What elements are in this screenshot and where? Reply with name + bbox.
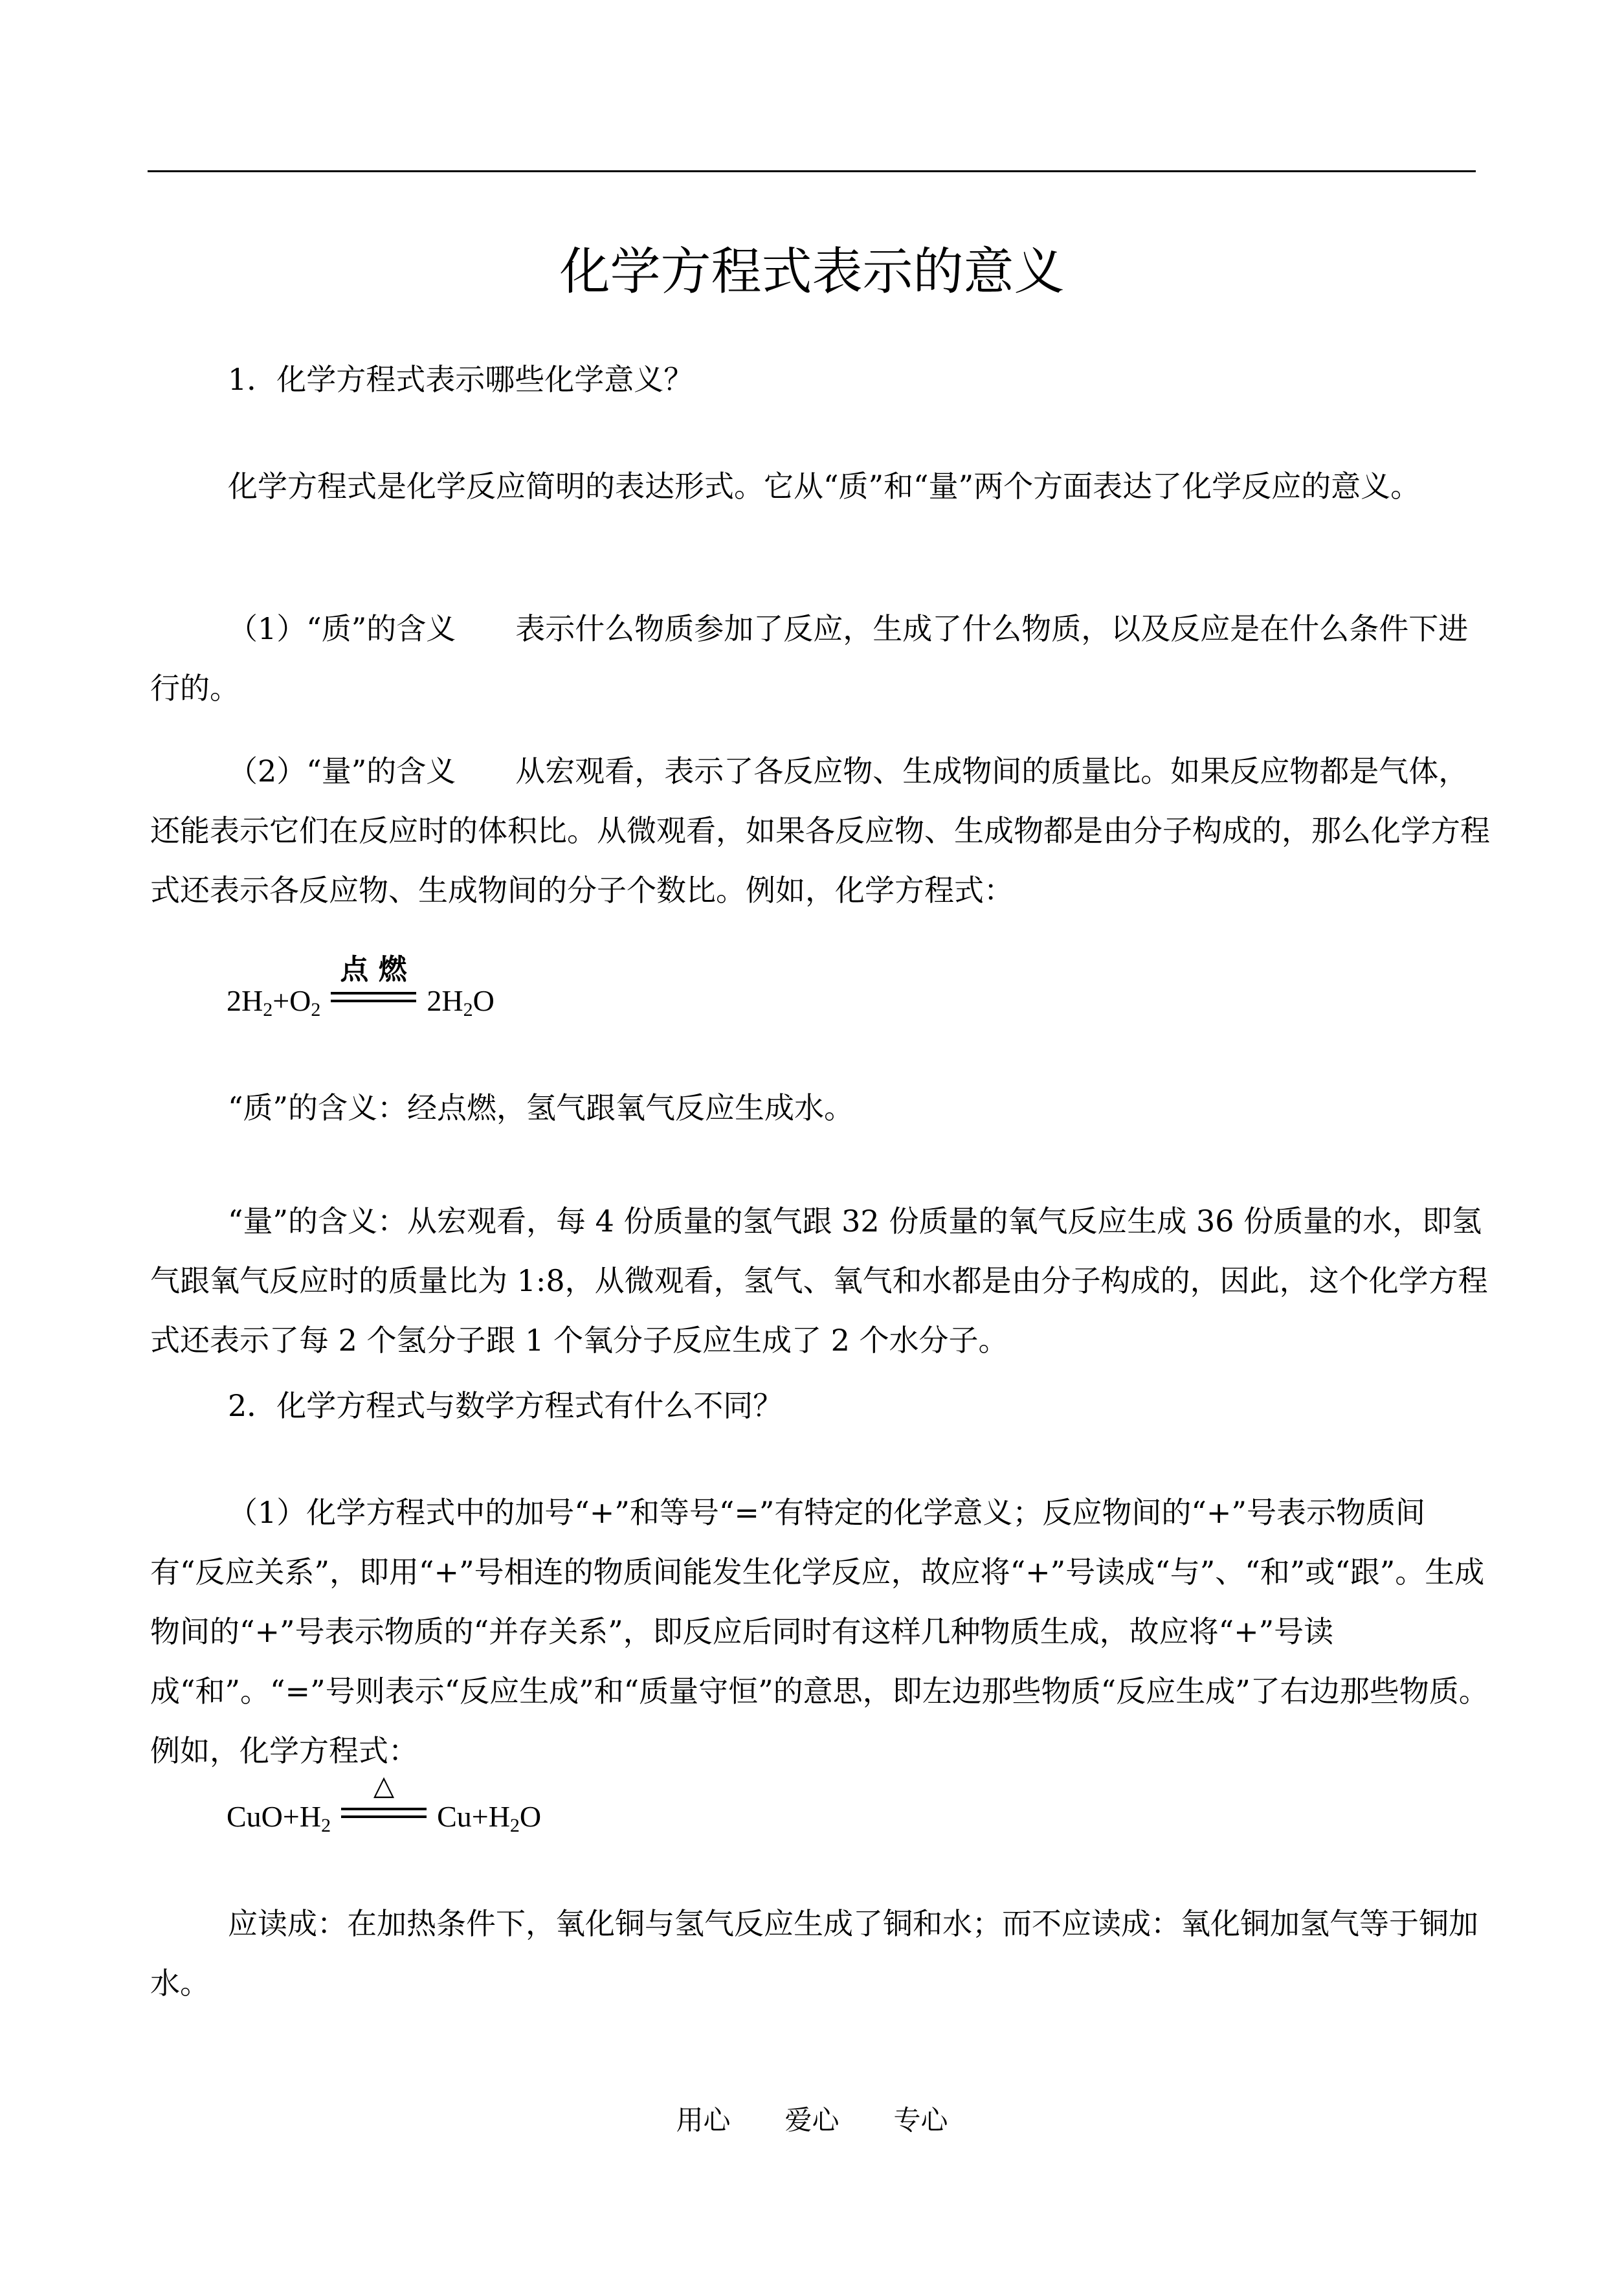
page-footer: 用心 爱心 专心 bbox=[676, 2104, 948, 2136]
eq1-condition: 点 燃 bbox=[340, 953, 408, 986]
top-rule bbox=[148, 170, 1476, 172]
quality-example: “质”的含义：经点燃，氢气跟氧气反应生成水。 bbox=[228, 1090, 854, 1125]
question-1: 1．化学方程式表示哪些化学意义？ bbox=[228, 362, 694, 397]
eq2-rhs: $Cu+H_2O$ bbox=[437, 1800, 542, 1836]
equation-copper-oxide-reduction bbox=[227, 1748, 541, 1845]
reading-paragraph: 应读成：在加热条件下，氧化铜与氢气反应生成了铜和水；而不应读成：氧化铜加氢气等于铜加水。 bbox=[150, 1906, 1478, 2001]
eq1-lhs: $2H_2+O_2$ bbox=[227, 984, 321, 1020]
eq1-equals-sign bbox=[328, 941, 419, 1019]
quality-meaning-paragraph: （1）“质”的含义 表示什么物质参加了反应，生成了什么物质，以及反应是在什么条件下进行的。 bbox=[150, 611, 1469, 706]
eq2-lhs: $CuO+H_2$ bbox=[227, 1800, 331, 1836]
eq1-rhs: $2H_2O$ bbox=[427, 984, 495, 1020]
equation-hydrogen-combustion bbox=[227, 932, 495, 1029]
page-title: 化学方程式表示的意义 bbox=[559, 243, 1065, 301]
intro-paragraph: 化学方程式是化学反应简明的表达形式。它从“质”和“量”两个方面表达了化学反应的意义。 bbox=[228, 469, 1421, 504]
quantity-example-paragraph: “量”的含义：从宏观看，每 4 份质量的氢气跟 32 份质量的氧气反应生成 36 份质量的水，即氢气跟氧气反应时的质量比为 1:8，从微观看，氢气、氧气和水都是由分子构成的，因此，这个化学方程式还表示了每 2 个氢分子跟 1 个氧分子反应生成了 2 个水分子。 bbox=[150, 1204, 1488, 1358]
eq2-equals-sign bbox=[339, 1757, 429, 1835]
question-2: 2．化学方程式与数学方程式有什么不同？ bbox=[228, 1388, 783, 1423]
quantity-meaning-paragraph: （2）“量”的含义 从宏观看，表示了各反应物、生成物间的质量比。如果反应物都是气体，还能表示它们在反应时的体积比。从微观看，如果各反应物、生成物都是由分子构成的，那么化学方程式还表示各反应物、生成物间的分子个数比。例如，化学方程式： bbox=[150, 754, 1490, 908]
difference-paragraph: （1）化学方程式中的加号“+”和等号“=”有特定的化学意义；反应物间的“+”号表示物质间有“反应关系”，即用“+”号相连的物质间能发生化学反应，故应将“+”号读成“与”、“和”或“跟”。生成物间的“+”号表示物质的“并存关系”，即反应后同时有这样几种物质生成，故应将“+”号读成“和”。“=”号则表示“反应生成”和“质量守恒”的意思，即左边那些物质“反应生成”了右边那些物质。例如，化学方程式： bbox=[150, 1495, 1489, 1768]
eq2-condition: △ bbox=[373, 1770, 395, 1801]
